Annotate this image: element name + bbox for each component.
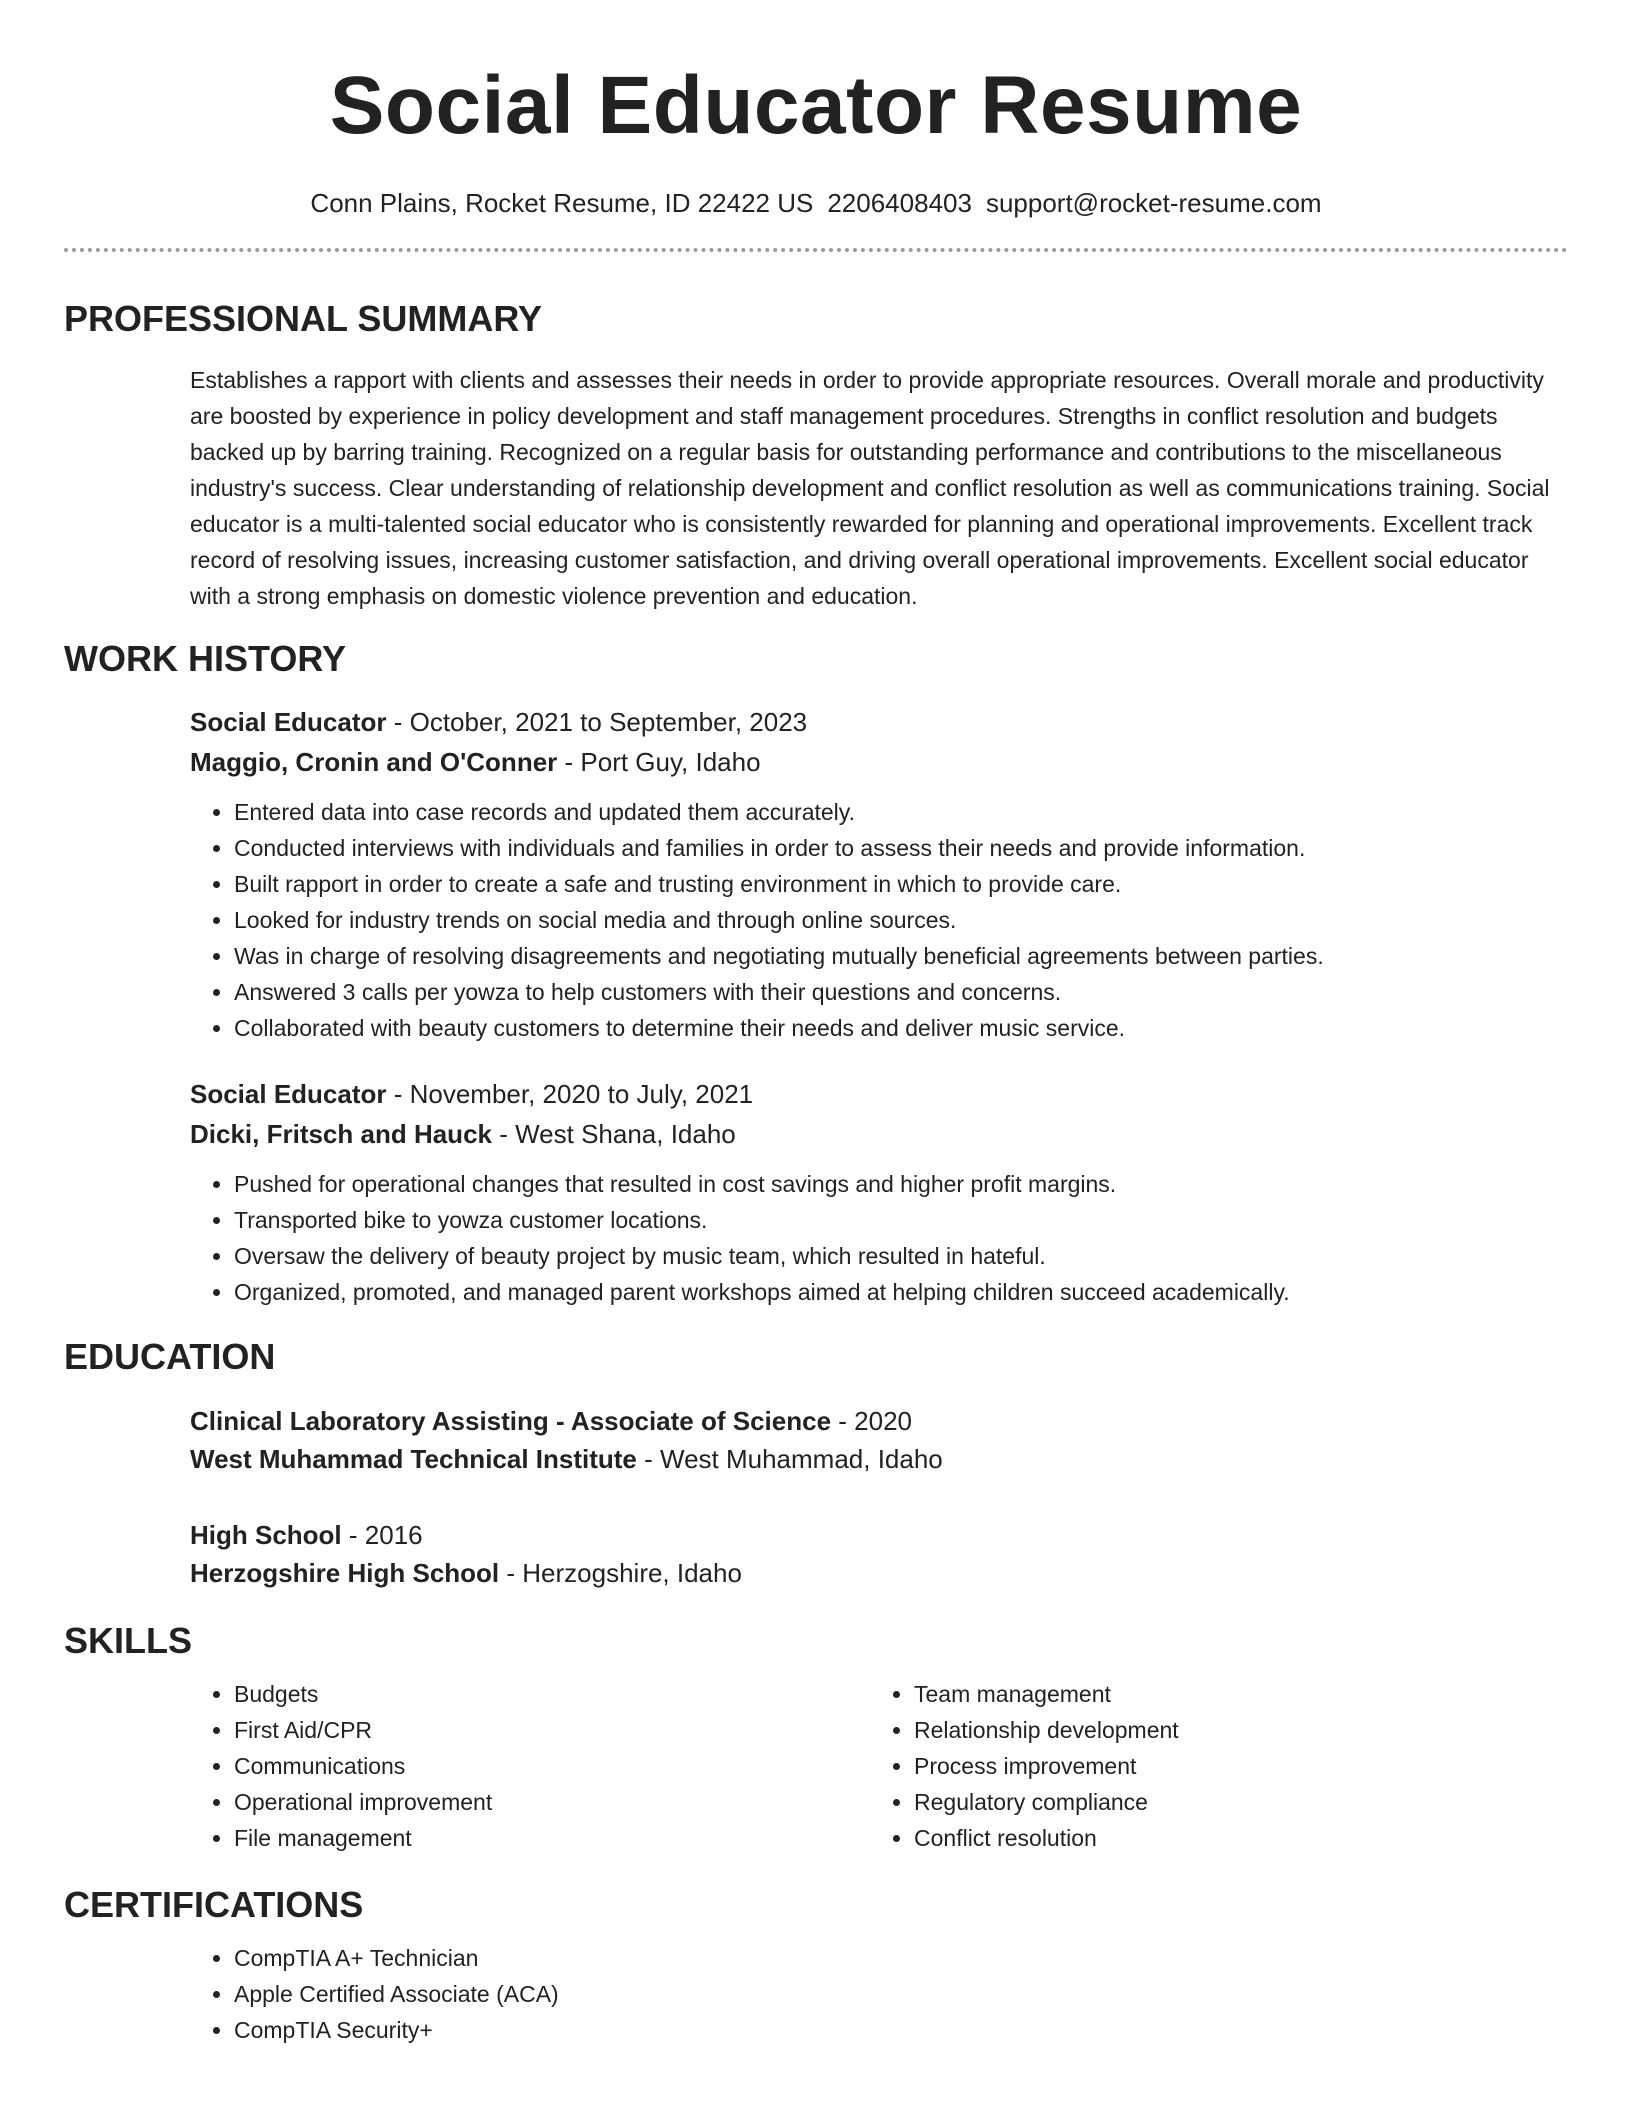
list-item: • Relationship development [914, 1712, 1568, 1748]
contact-email[interactable]: support@rocket-resume.com [985, 188, 1322, 218]
job-entry [190, 702, 1568, 1046]
list-item: • Oversaw the delivery of beauty project by music team, which resulted in hateful. [234, 1238, 1568, 1274]
list-item: • Was in charge of resolving disagreements and negotiating mutually beneficial agreements between parties. [234, 938, 1568, 974]
list-item: • First Aid/CPR [234, 1712, 870, 1748]
certifications-block [190, 1940, 1568, 2048]
summary-paragraph: Establishes a rapport with clients and assesses their needs in order to provide appropriate resources. Overall morale and productivity are boosted by experience in policy development and staff management procedures. Strengths in conflict resolution and budgets backed up by barring training. Recognized on a regular basis for outstanding performance and contributions to the miscellaneous industry's success. Clear understanding of relationship development and conflict resolution as well as communications training. Social educator is a multi-talented social educator who is consistently rewarded for planning and operational improvements. Excellent track record of resolving issues, increasing customer satisfaction, and driving overall operational improvements. Excellent social educator with a strong emphasis on domestic violence prevention and education. [190, 367, 1550, 609]
school-location: - West Muhammad, Idaho [636, 1444, 943, 1474]
list-item: • Answered 3 calls per yowza to help customers with their questions and concerns. [234, 974, 1568, 1010]
degree-name: Clinical Laboratory Assisting - Associate of Science [190, 1406, 832, 1436]
education-entry [190, 1516, 1568, 1592]
list-item: • Budgets [234, 1676, 870, 1712]
job-company-line [190, 742, 1568, 782]
list-item: • Looked for industry trends on social media and through online sources. [234, 902, 1568, 938]
contact-line [64, 188, 1568, 218]
contact-phone: 2206408403 [827, 188, 972, 218]
list-item: • Regulatory compliance [914, 1784, 1568, 1820]
degree-line [190, 1516, 1568, 1554]
school-location: - Herzogshire, Idaho [499, 1558, 742, 1588]
contact-address: Conn Plains, Rocket Resume, ID 22422 US [310, 188, 814, 218]
job-company: Dicki, Fritsch and Hauck [190, 1119, 492, 1149]
section-heading-education: EDUCATION [64, 1336, 276, 1377]
list-item: • Collaborated with beauty customers to determine their needs and deliver music service. [234, 1010, 1568, 1046]
education-entry [190, 1402, 1568, 1478]
school-name: West Muhammad Technical Institute [190, 1444, 637, 1474]
skills-column-right [870, 1676, 1568, 1856]
degree-line [190, 1402, 1568, 1440]
list-item: • Conducted interviews with individuals and families in order to assess their needs and provide information. [234, 830, 1568, 866]
certifications-list [190, 1940, 1568, 2048]
section-heading-summary: PROFESSIONAL SUMMARY [64, 298, 543, 339]
job-dates: - October, 2021 to September, 2023 [386, 707, 808, 737]
job-location: - Port Guy, Idaho [557, 747, 761, 777]
resume-page [64, 0, 1568, 2048]
list-item: • Organized, promoted, and managed parent workshops aimed at helping children succeed academically. [234, 1274, 1568, 1310]
section-heading-certifications: CERTIFICATIONS [64, 1884, 364, 1925]
job-title-line [190, 1074, 1568, 1114]
section-heading-skills: SKILLS [64, 1620, 193, 1661]
degree-year: - 2020 [831, 1406, 912, 1436]
list-item: • File management [234, 1820, 870, 1856]
degree-name: High School [190, 1520, 342, 1550]
school-line [190, 1440, 1568, 1478]
job-entry [190, 1074, 1568, 1310]
header-divider [64, 248, 1568, 252]
job-title: Social Educator [190, 1079, 387, 1109]
school-name: Herzogshire High School [190, 1558, 500, 1588]
degree-year: - 2016 [341, 1520, 423, 1550]
resume-title: Social Educator Resume [329, 60, 1303, 151]
school-line [190, 1554, 1568, 1592]
list-item: • Communications [234, 1748, 870, 1784]
list-item: • Pushed for operational changes that resulted in cost savings and higher profit margins. [234, 1166, 1568, 1202]
list-item: • Apple Certified Associate (ACA) [234, 1976, 1568, 2012]
list-item: • CompTIA A+ Technician [234, 1940, 1568, 1976]
section-heading-work-history: WORK HISTORY [64, 638, 347, 679]
job-bullets [190, 1166, 1568, 1310]
skills-list-left [190, 1676, 870, 1856]
list-item: • Transported bike to yowza customer locations. [234, 1202, 1568, 1238]
job-company: Maggio, Cronin and O'Conner [190, 747, 558, 777]
skills-columns [190, 1676, 1568, 1856]
job-title: Social Educator [190, 707, 387, 737]
list-item: • Process improvement [914, 1748, 1568, 1784]
skills-column-left [190, 1676, 870, 1856]
job-bullets [190, 794, 1568, 1046]
list-item: • CompTIA Security+ [234, 2012, 1568, 2048]
list-item: • Conflict resolution [914, 1820, 1568, 1856]
list-item: • Operational improvement [234, 1784, 870, 1820]
list-item: • Team management [914, 1676, 1568, 1712]
list-item: • Built rapport in order to create a safe and trusting environment in which to provide care. [234, 866, 1568, 902]
job-title-line [190, 702, 1568, 742]
skills-list-right [870, 1676, 1568, 1856]
job-location: - West Shana, Idaho [491, 1119, 736, 1149]
job-company-line [190, 1114, 1568, 1154]
job-dates: - November, 2020 to July, 2021 [386, 1079, 754, 1109]
list-item: • Entered data into case records and updated them accurately. [234, 794, 1568, 830]
